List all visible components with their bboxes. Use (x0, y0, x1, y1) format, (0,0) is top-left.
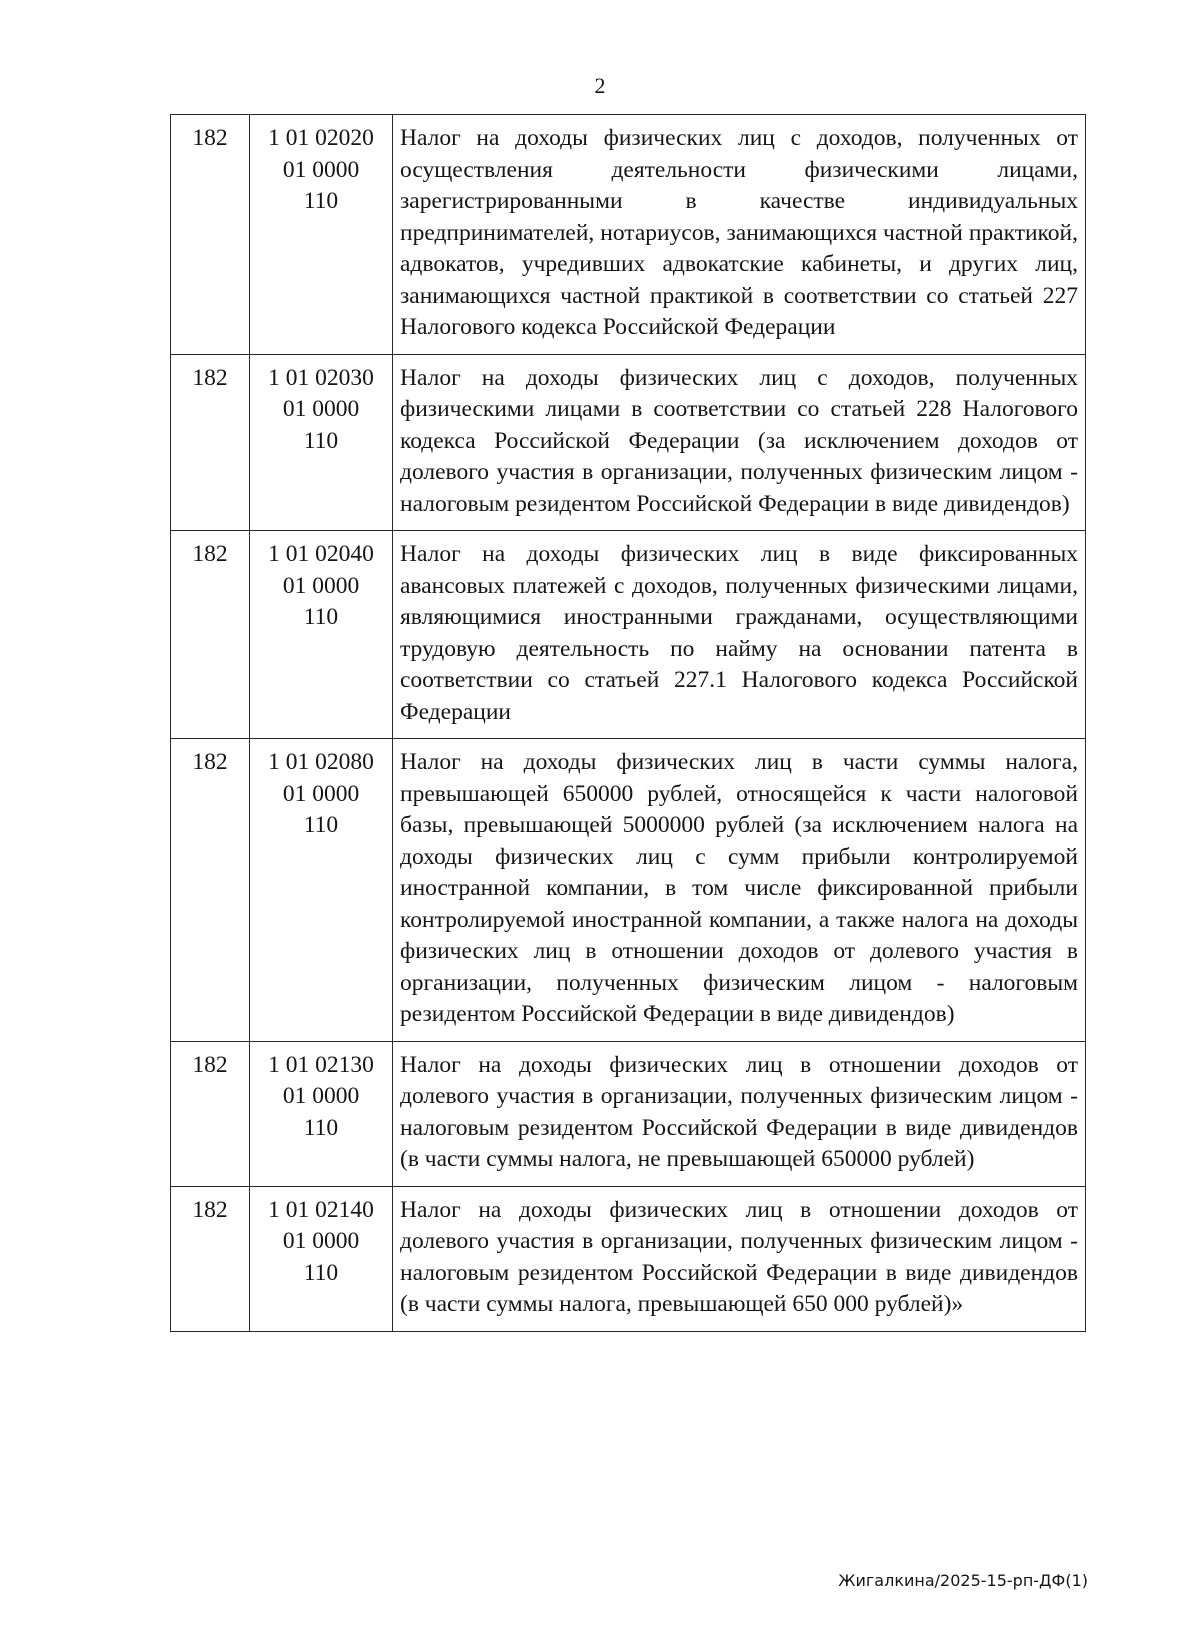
kbk-code-line: 01 0000 (282, 156, 360, 183)
table-row (171, 354, 1086, 531)
description-cell: Налог на доходы физических лиц с доходов, полученных физическими лицами в соответствии со статьей 228 Налогового кодекса Российской Федерации (за исключением доходов от долевого участия в организации, полученных физическим лицом - налоговым резидентом Российской Федерации в виде дивидендов) (393, 354, 1086, 531)
kbk-code-line: 1 01 02020 (268, 125, 374, 151)
table-row (171, 1186, 1086, 1331)
kbk-code-line: 1 01 02130 (268, 1051, 374, 1078)
kbk-code-cell (250, 354, 393, 531)
table-row (171, 115, 1086, 355)
kbk-code-cell (250, 531, 393, 739)
description-cell: Налог на доходы физических лиц в отношении доходов от долевого участия в организации, полученных физическим лицом - налоговым резидентом Российской Федерации в виде дивидендов (в части суммы налога, не превышающей 650000 рублей) (393, 1041, 1086, 1186)
table-row (171, 531, 1086, 739)
kbk-code-line: 110 (303, 188, 339, 214)
document-reference: Жигалкина/2025-15-рп-ДФ(1) (838, 1571, 1088, 1590)
kbk-code-line: 110 (303, 604, 339, 630)
admin-code-cell: 182 (171, 531, 250, 739)
kbk-code-line: 1 01 02080 (268, 749, 374, 775)
kbk-code-line: 1 01 02140 (268, 1196, 374, 1223)
description-cell: Налог на доходы физических лиц в виде фиксированных авансовых платежей с доходов, полученных физическими лицами, являющимися иностранными гражданами, осуществляющими трудовую деятельность по найму на основании патента в соответствии со статьей 227.1 Налогового кодекса Российской Федерации (393, 531, 1086, 739)
kbk-code-line: 110 (303, 1114, 339, 1141)
kbk-code-line: 01 0000 (282, 396, 360, 422)
kbk-code-cell (250, 115, 393, 355)
admin-code-cell: 182 (171, 115, 250, 355)
admin-code-cell: 182 (171, 1041, 250, 1186)
kbk-code-cell (250, 1041, 393, 1186)
table-row (171, 1041, 1086, 1186)
kbk-code-line: 110 (303, 812, 339, 838)
kbk-code-line: 01 0000 (282, 1083, 360, 1109)
description-cell: Налог на доходы физических лиц в части суммы налога, превышающей 650000 рублей, относящейся к части налоговой базы, превышающей 5000000 рублей (за исключением налога на доходы физических лиц с сумм прибыли контролируемой иностранной компании, в том числе фиксированной прибыли контролируемой иностранной компании, а также налога на доходы физических лиц в отношении доходов от долевого участия в организации, полученных физическим лицом - налоговым резидентом Российской Федерации в виде дивидендов) (393, 739, 1086, 1042)
kbk-code-line: 01 0000 (282, 1228, 360, 1254)
kbk-code-cell (250, 1186, 393, 1331)
page-number: 2 (594, 73, 606, 98)
admin-code-cell: 182 (171, 1186, 250, 1331)
kbk-code-line: 01 0000 (282, 780, 360, 807)
kbk-code-cell (250, 739, 393, 1042)
kbk-code-line: 110 (303, 427, 339, 454)
description-cell: Налог на доходы физических лиц с доходов, полученных от осуществления деятельности физическими лицами, зарегистрированными в качестве индивидуальных предпринимателей, нотариусов, занимающихся частной практикой, адвокатов, учредивших адвокатские кабинеты, и других лиц, занимающихся частной практикой в соответствии со статьей 227 Налогового кодекса Российской Федерации (393, 115, 1086, 355)
description-cell: Налог на доходы физических лиц в отношении доходов от долевого участия в организации, полученных физическим лицом - налоговым резидентом Российской Федерации в виде дивидендов (в части суммы налога, превышающей 650 000 рублей)» (393, 1186, 1086, 1331)
table-row (171, 739, 1086, 1042)
admin-code-cell: 182 (171, 354, 250, 531)
budget-codes-table (170, 114, 1086, 1332)
kbk-code-line: 110 (303, 1259, 339, 1286)
kbk-code-line: 01 0000 (282, 572, 360, 599)
kbk-code-line: 1 01 02040 (268, 541, 374, 567)
admin-code-cell: 182 (171, 739, 250, 1042)
kbk-code-line: 1 01 02030 (268, 364, 374, 391)
